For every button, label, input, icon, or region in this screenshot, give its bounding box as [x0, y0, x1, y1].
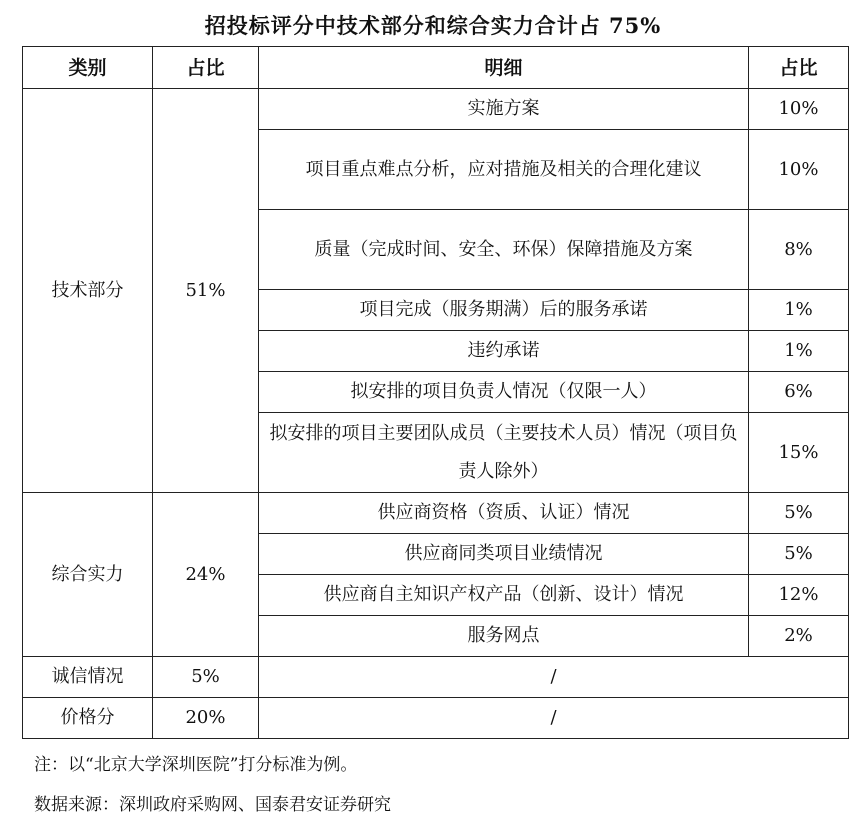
table-header-row: [23, 47, 849, 89]
detail-cell: /: [259, 698, 849, 739]
table-row: [23, 493, 849, 534]
category-share-cell: 5%: [153, 657, 259, 698]
detail-cell: 供应商同类项目业绩情况: [259, 534, 749, 575]
detail-share-cell: 1%: [749, 331, 849, 372]
category-share-cell: 20%: [153, 698, 259, 739]
detail-share-cell: 2%: [749, 616, 849, 657]
header-category: 类别: [23, 47, 153, 89]
table-row: [23, 89, 849, 130]
header-share: 占比: [153, 47, 259, 89]
detail-cell: 服务网点: [259, 616, 749, 657]
category-share-cell: 51%: [153, 89, 259, 493]
category-cell: 技术部分: [23, 89, 153, 493]
detail-share-cell: 10%: [749, 130, 849, 210]
detail-cell: 项目重点难点分析，应对措施及相关的合理化建议: [259, 130, 749, 210]
category-cell: 诚信情况: [23, 657, 153, 698]
detail-share-cell: 8%: [749, 210, 849, 290]
table-row: [23, 657, 849, 698]
detail-cell: /: [259, 657, 849, 698]
detail-share-cell: 12%: [749, 575, 849, 616]
detail-share-cell: 5%: [749, 534, 849, 575]
header-detail-share: 占比: [749, 47, 849, 89]
category-cell: 价格分: [23, 698, 153, 739]
detail-share-cell: 15%: [749, 413, 849, 493]
detail-share-cell: 5%: [749, 493, 849, 534]
detail-cell: 项目完成（服务期满）后的服务承诺: [259, 290, 749, 331]
category-cell: 综合实力: [23, 493, 153, 657]
data-source: 数据来源：深圳政府采购网、国泰君安证券研究: [34, 795, 391, 815]
scoring-table: [22, 46, 849, 739]
detail-cell: 实施方案: [259, 89, 749, 130]
page-title: 招投标评分中技术部分和综合实力合计占 75%: [204, 13, 662, 38]
detail-cell: 拟安排的项目主要团队成员（主要技术人员）情况（项目负责人除外）: [259, 413, 749, 493]
table-row: [23, 698, 849, 739]
footnote: 注：以“北京大学深圳医院”打分标准为例。: [34, 755, 358, 775]
detail-cell: 供应商自主知识产权产品（创新、设计）情况: [259, 575, 749, 616]
detail-cell: 质量（完成时间、安全、环保）保障措施及方案: [259, 210, 749, 290]
detail-cell: 供应商资格（资质、认证）情况: [259, 493, 749, 534]
category-share-cell: 24%: [153, 493, 259, 657]
header-detail: 明细: [259, 47, 749, 89]
detail-share-cell: 1%: [749, 290, 849, 331]
detail-share-cell: 6%: [749, 372, 849, 413]
detail-cell: 违约承诺: [259, 331, 749, 372]
detail-cell: 拟安排的项目负责人情况（仅限一人）: [259, 372, 749, 413]
detail-share-cell: 10%: [749, 89, 849, 130]
